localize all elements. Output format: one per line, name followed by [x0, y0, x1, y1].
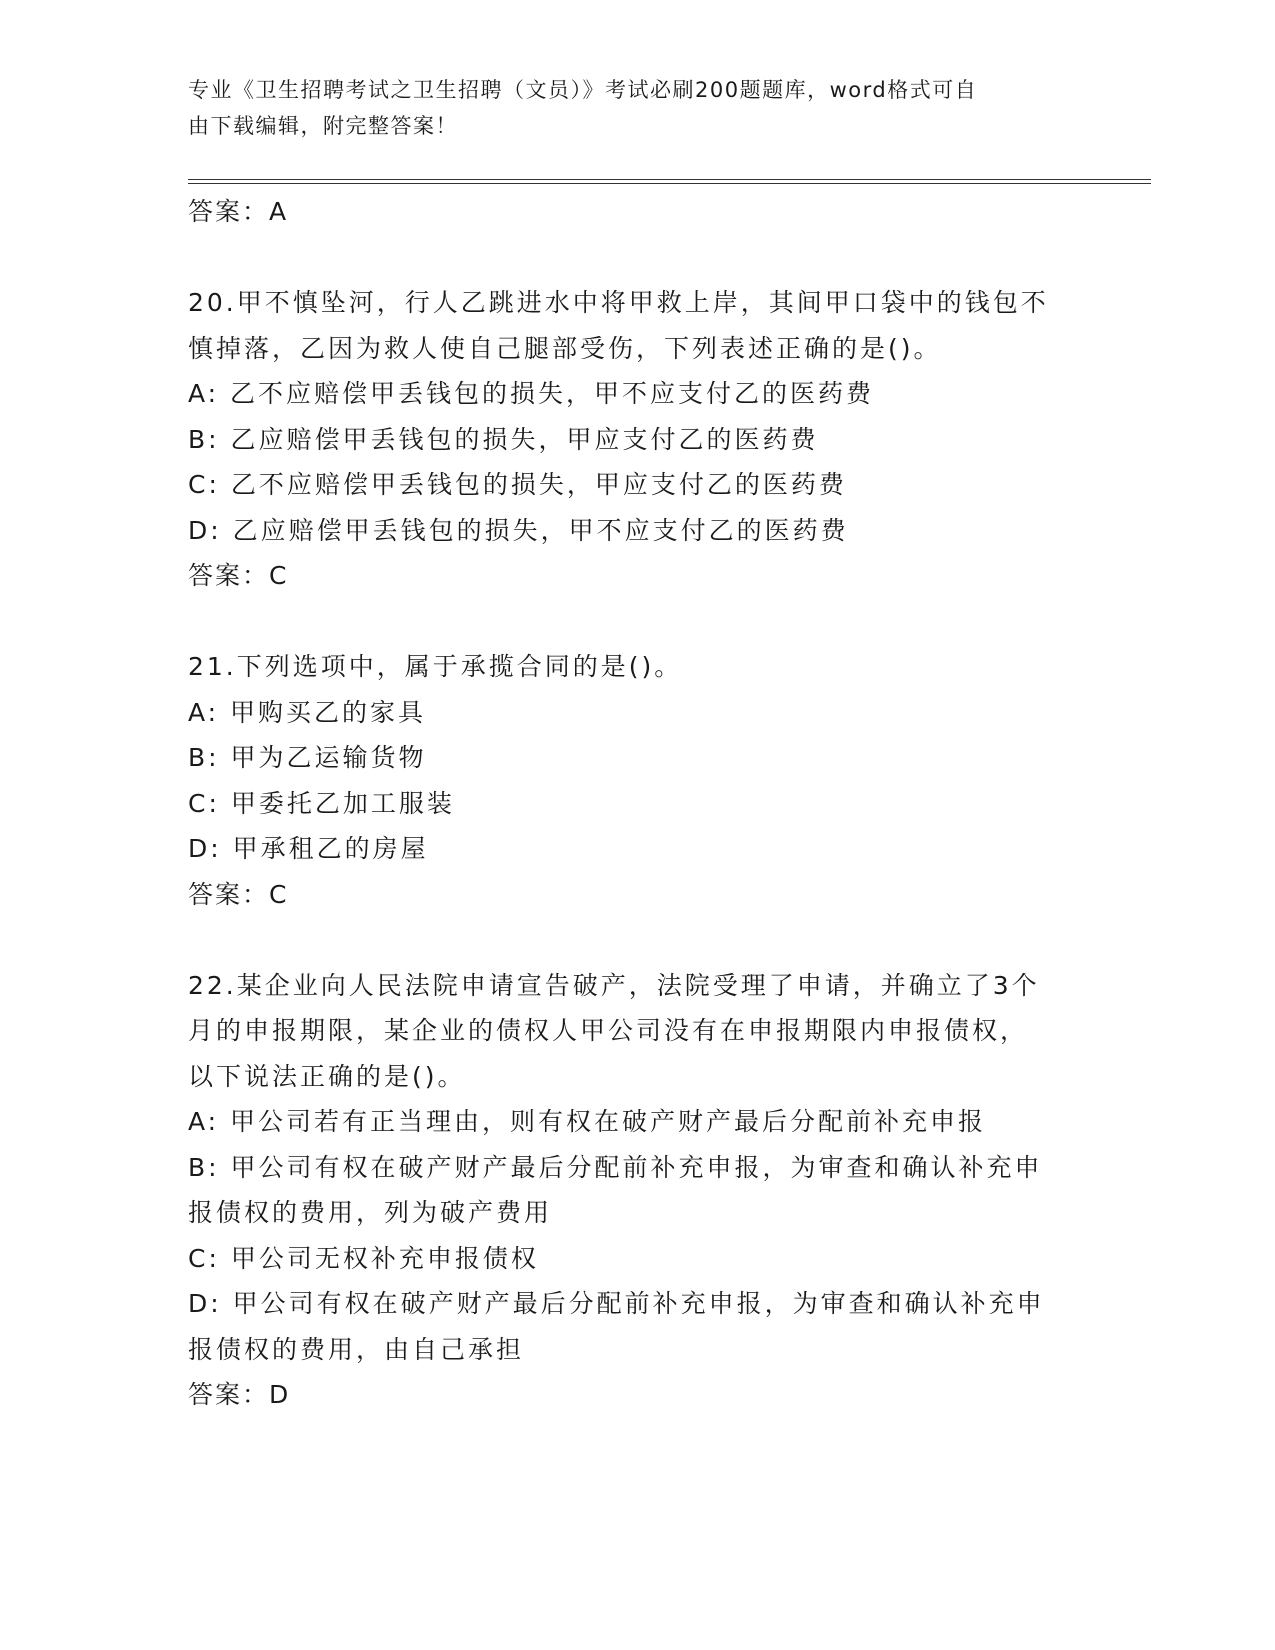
question-stem: 月的申报期限，某企业的债权人甲公司没有在申报期限内申报债权， — [188, 1016, 1029, 1045]
option-c: C: 甲公司无权补充申报债权 — [188, 1243, 539, 1273]
option-c: C: 乙不应赔偿甲丢钱包的损失，甲应支付乙的医药费 — [188, 470, 847, 499]
spacer — [188, 235, 1088, 281]
answer: 答案：C — [188, 879, 289, 909]
option-b-continued: 报债权的费用，列为破产费用 — [188, 1198, 553, 1227]
option-c: C: 甲委托乙加工服装 — [188, 788, 455, 818]
option-b: B: 甲公司有权在破产财产最后分配前补充申报，为审查和确认补充申 — [188, 1152, 1043, 1182]
document-header — [188, 72, 1068, 144]
option-a: A: 甲购买乙的家具 — [188, 697, 427, 727]
option-d: D: 甲公司有权在破产财产最后分配前补充申报，为审查和确认补充申 — [188, 1289, 1045, 1318]
option-d-continued: 报债权的费用，由自己承担 — [188, 1334, 525, 1364]
header-divider-bottom — [188, 183, 1151, 184]
answer: 答案：C — [188, 561, 289, 590]
option-a: A: 乙不应赔偿甲丢钱包的损失，甲不应支付乙的医药费 — [188, 379, 875, 408]
question-21 — [188, 644, 1088, 917]
option-d: D: 乙应赔偿甲丢钱包的损失，甲不应支付乙的医药费 — [188, 515, 849, 545]
option-b: B: 乙应赔偿甲丢钱包的损失，甲应支付乙的医药费 — [188, 424, 819, 454]
header-line-1: 专业《卫生招聘考试之卫生招聘（文员）》考试必刷200题题库，word格式可自 — [188, 78, 978, 102]
option-b: B: 甲为乙运输货物 — [188, 743, 427, 772]
question-stem: 21.下列选项中，属于承揽合同的是()。 — [188, 652, 683, 681]
spacer — [188, 599, 1088, 645]
question-22 — [188, 963, 1088, 1418]
option-d: D: 甲承租乙的房屋 — [188, 834, 429, 863]
header-line-2: 由下载编辑，附完整答案！ — [188, 114, 458, 138]
answer: 答案：D — [188, 1380, 291, 1409]
option-a: A: 甲公司若有正当理由，则有权在破产财产最后分配前补充申报 — [188, 1107, 987, 1136]
question-20 — [188, 280, 1088, 599]
spacer — [188, 917, 1088, 963]
question-stem: 以下说法正确的是()。 — [188, 1061, 466, 1091]
previous-answer: 答案：A — [188, 197, 289, 226]
question-stem: 慎掉落，乙因为救人使自己腿部受伤，下列表述正确的是()。 — [188, 333, 942, 363]
header-divider-top — [188, 179, 1151, 180]
question-stem: 22.某企业向人民法院申请宣告破产，法院受理了申请，并确立了3个 — [188, 970, 1040, 1000]
document-body — [188, 189, 1088, 1418]
question-stem: 20.甲不慎坠河，行人乙跳进水中将甲救上岸，其间甲口袋中的钱包不 — [188, 288, 1049, 317]
